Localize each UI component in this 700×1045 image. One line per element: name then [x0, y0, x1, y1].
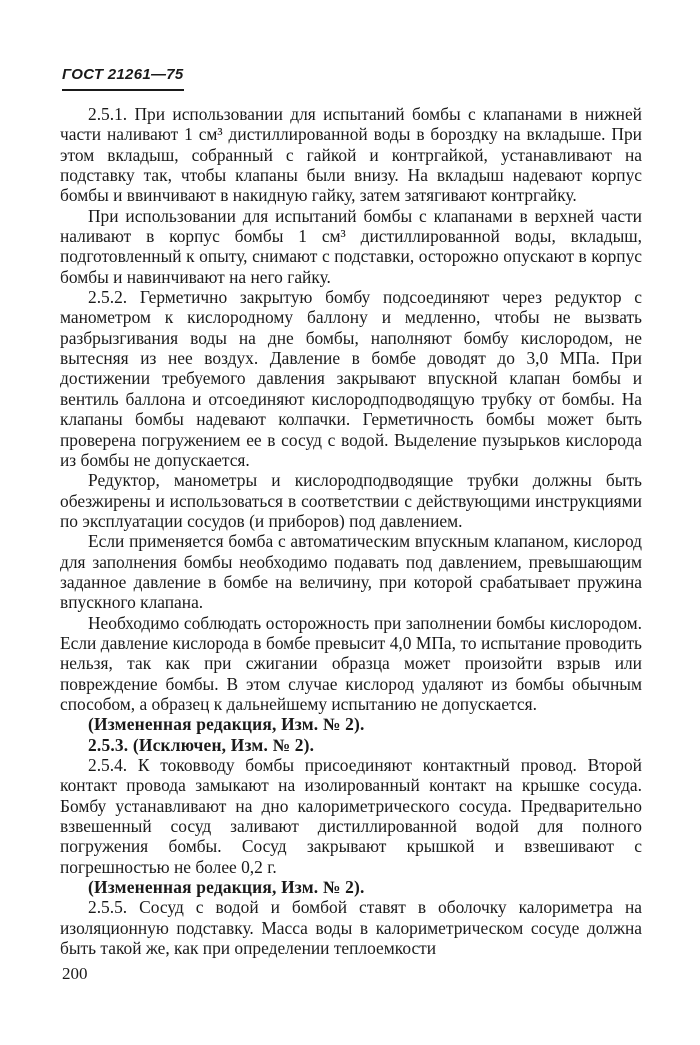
paragraph-2-5-1: 2.5.1. При использовании для испытаний бомбы с клапанами в нижней части наливают 1 см³ дистиллированной воды в бороздку на вкладыше. При этом вкладыш, собранный с гайкой и контргайкой, устанавливают на подставку так, чтобы клапаны были внизу. На вкладыш надевают корпус бомбы и ввинчивают в накидную гайку, затем затягивают контргайку. — [60, 104, 642, 206]
header-underline — [62, 89, 184, 91]
body-text — [60, 104, 642, 958]
paragraph-reducer: Редуктор, манометры и кислородподводящие трубки должны быть обезжирены и использоваться в соответствии с действующими инструкциями по эксплуатации сосудов (и приборов) под давлением. — [60, 470, 642, 531]
paragraph-auto-valve: Если применяется бомба с автоматическим впускным клапаном, кислород для заполнения бомбы необходимо подавать под давлением, превышающим заданное давление в бомбе на величину, при которой срабатывает пружина впускного клапана. — [60, 531, 642, 613]
page-number: 200 — [62, 964, 88, 983]
amendment-note-2: (Измененная редакция, Изм. № 2). — [88, 877, 365, 898]
amendment-note-1: (Измененная редакция, Изм. № 2). — [88, 714, 365, 735]
paragraph-caution: Необходимо соблюдать осторожность при заполнении бомбы кислородом. Если давление кислорода в бомбе превысит 4,0 МПа, то испытание проводить нельзя, так как при сжигании образца может произойти взрыв или повреждение бомбы. В этом случае кислород удаляют из бомбы обычным способом, а образец к дальнейшему испытанию не допускается. — [60, 612, 642, 714]
paragraph-top-valves: При использовании для испытаний бомбы с клапанами в верхней части наливают в корпус бомбы 1 см³ дистиллированной воды, вкладыш, подготовленный к опыту, снимают с подставки, осторожно опускают в корпус бомбы и навинчивают на него гайку. — [60, 205, 642, 287]
paragraph-2-5-3: 2.5.3. (Исключен, Изм. № 2). — [88, 734, 315, 755]
paragraph-2-5-4: 2.5.4. К токовводу бомбы присоединяют контактный провод. Второй контакт провода замыкают на изолированный контакт на крышке сосуда. Бомбу устанавливают на дно калориметрического сосуда. Предварительно взвешенный сосуд заливают дистиллированной водой для полного погружения бомбы. Сосуд закрывают крышкой и взвешивают с погрешностью не более 0,2 г. — [60, 755, 642, 877]
document-code-header: ГОСТ 21261—75 — [62, 66, 184, 83]
paragraph-2-5-5: 2.5.5. Сосуд с водой и бомбой ставят в оболочку калориметра на изоляционную подставку. Масса воды в калориметрическом сосуде должна быть такой же, как при определении теплоемкости — [60, 897, 642, 959]
paragraph-2-5-2: 2.5.2. Герметично закрытую бомбу подсоединяют через редуктор с манометром к кислородному баллону и медленно, чтобы не вызвать разбрызгивания воды на дне бомбы, наполняют бомбу кислородом, не вытесняя из нее воздух. Давление в бомбе доводят до 3,0 МПа. При достижении требуемого давления закрывают впускной клапан бомбы и вентиль баллона и отсоединяют кислородподводящую трубку от бомбы. На клапаны бомбы надевают колпачки. Герметичность бомбы может быть проверена погружением ее в сосуд с водой. Выделение пузырьков кислорода из бомбы не допускается. — [60, 287, 642, 470]
